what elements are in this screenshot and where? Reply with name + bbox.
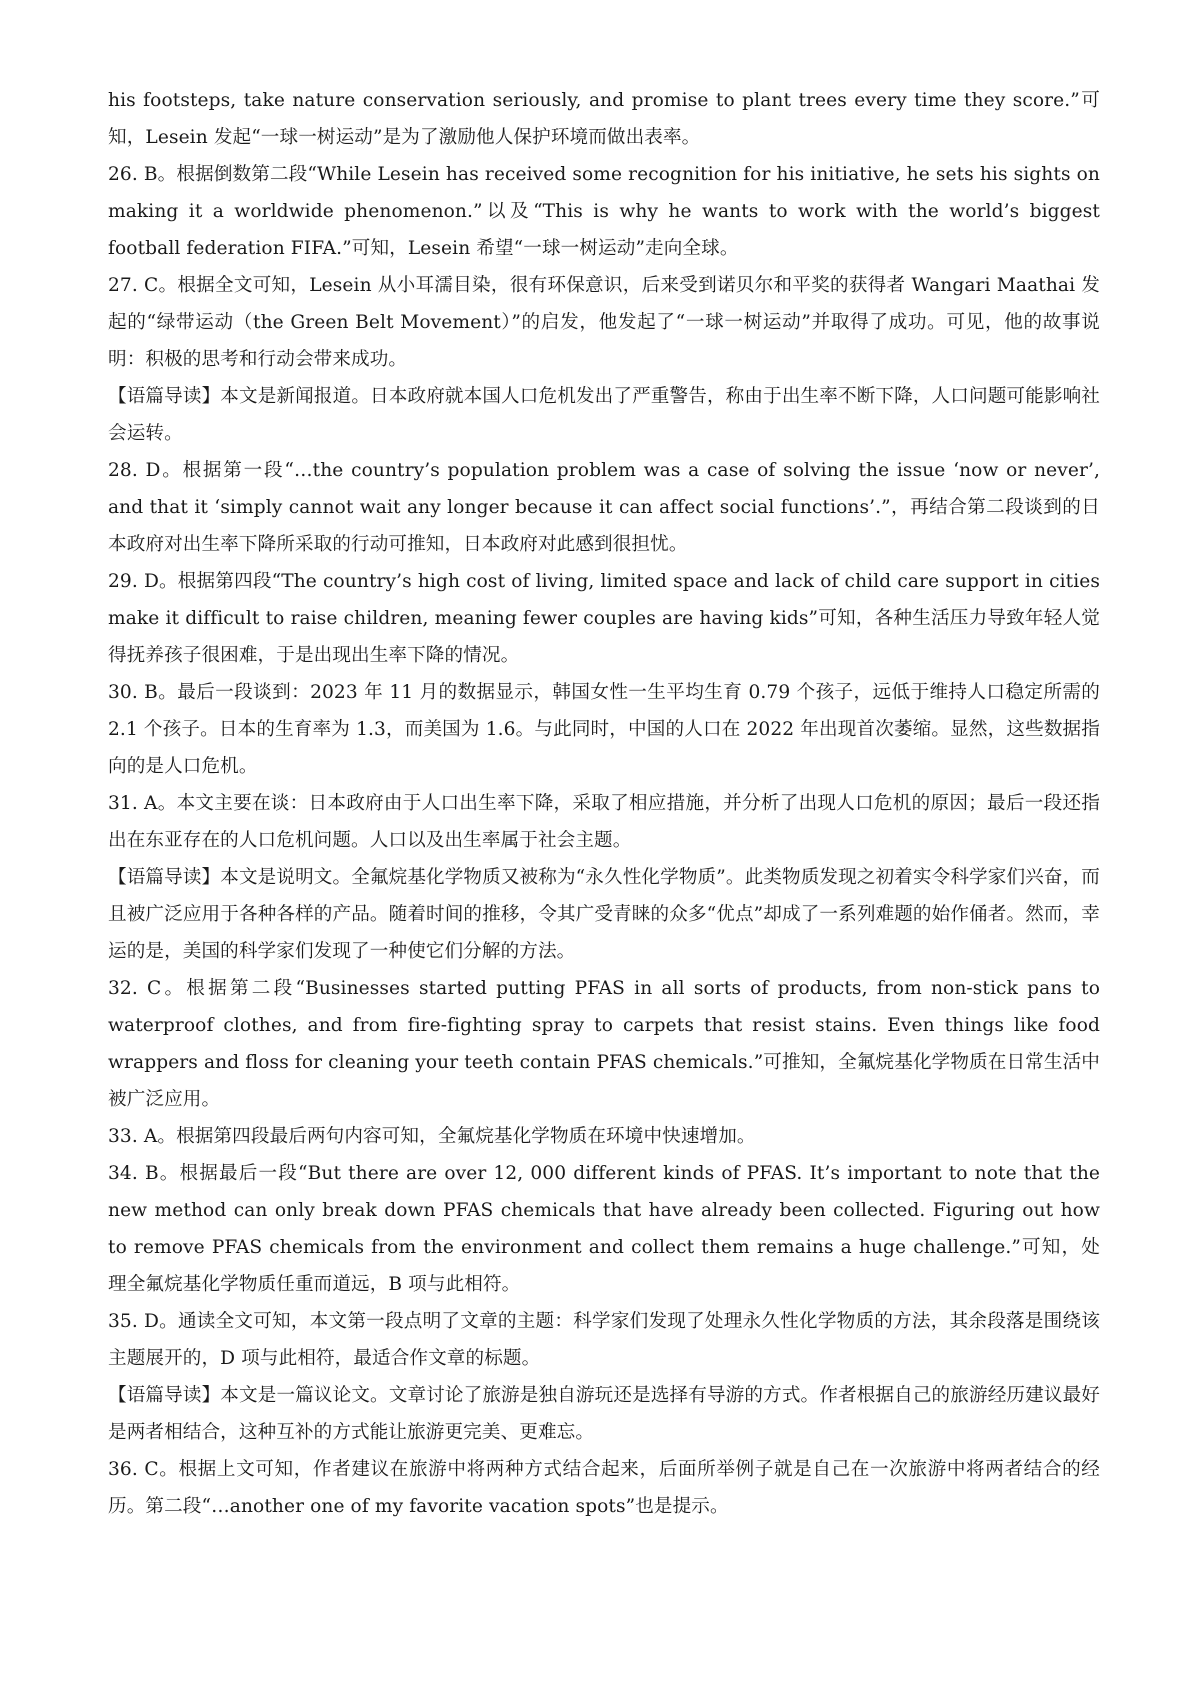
document-page [108, 82, 1100, 1525]
answer-30: 30. B。最后一段谈到：2023 年 11 月的数据显示，韩国女性一生平均生育 0.79 个孩子，远低于维持人口稳定所需的 2.1 个孩子。日本的生育率为 1.3，而美国为 1.6。与此同时，中国的人口在 2022 年出现首次萎缩。显然，这些数据指向的是人口危机。 [108, 682, 1100, 777]
answer-28: 28. D。根据第一段“…the country’s population problem was a case of solving the issue ‘now or never’, and that it ‘simply cannot wait any longer because it can affect social functions’.”，再结合第二段谈到的日本政府对出生率下降所采取的行动可推知，日本政府对此感到很担忧。 [108, 460, 1100, 555]
answer-33: 33. A。根据第四段最后两句内容可知，全氟烷基化学物质在环境中快速增加。 [108, 1126, 756, 1147]
answer-27: 27. C。根据全文可知，Lesein 从小耳濡目染，很有环保意识，后来受到诺贝尔和平奖的获得者 Wangari Maathai 发起的“绿带运动（the Green Belt Movement）”的启发，他发起了“一球一树运动”并取得了成功。可见，他的故事说明：积极的思考和行动会带来成功。 [108, 275, 1100, 370]
continuation-paragraph: his footsteps, take nature conservation seriously, and promise to plant trees every time they score.”可知，Lesein 发起“一球一树运动”是为了激励他人保护环境而做出表率。 [108, 90, 1100, 148]
answer-31: 31. A。本文主要在谈：日本政府由于人口出生率下降，采取了相应措施，并分析了出现人口危机的原因；最后一段还指出在东亚存在的人口危机问题。人口以及出生率属于社会主题。 [108, 793, 1100, 851]
answer-34: 34. B。根据最后一段“But there are over 12, 000 different kinds of PFAS. It’s important to note that the new method can only break down PFAS chemicals that have already been collected. Figuring out how to remove PFAS chemicals from the environment and collect them remains a huge challenge.”可知，处理全氟烷基化学物质任重而道远，B 项与此相符。 [108, 1163, 1100, 1295]
answer-36: 36. C。根据上文可知，作者建议在旅游中将两种方式结合起来，后面所举例子就是自己在一次旅游中将两者结合的经历。第二段“…another one of my favorite vacation spots”也是提示。 [108, 1459, 1100, 1517]
reading-guide-passage-pfas: 【语篇导读】本文是说明文。全氟烷基化学物质又被称为“永久性化学物质”。此类物质发现之初着实令科学家们兴奋，而且被广泛应用于各种各样的产品。随着时间的推移，令其广受青睐的众多“优点”却成了一系列难题的始作俑者。然而，幸运的是，美国的科学家们发现了一种使它们分解的方法。 [108, 867, 1100, 962]
answer-26: 26. B。根据倒数第二段“While Lesein has received some recognition for his initiative, he sets his sights on making it a worldwide phenomenon.”以及“This is why he wants to work with the world’s biggest football federation FIFA.”可知，Lesein 希望“一球一树运动”走向全球。 [108, 164, 1100, 259]
reading-guide-passage-travel: 【语篇导读】本文是一篇议论文。文章讨论了旅游是独自游玩还是选择有导游的方式。作者根据自己的旅游经历建议最好是两者相结合，这种互补的方式能让旅游更完美、更难忘。 [108, 1385, 1100, 1443]
answer-29: 29. D。根据第四段“The country’s high cost of living, limited space and lack of child care support in cities make it difficult to raise children, meaning fewer couples are having kids”可知，各种生活压力导致年轻人觉得抚养孩子很困难，于是出现出生率下降的情况。 [108, 571, 1100, 666]
answer-32: 32. C。根据第二段“Businesses started putting PFAS in all sorts of products, from non-stick pans to waterproof clothes, and from fire-fighting spray to carpets that resist stains. Even things like food wrappers and floss for cleaning your teeth contain PFAS chemicals.”可推知，全氟烷基化学物质在日常生活中被广泛应用。 [108, 978, 1100, 1110]
answer-35: 35. D。通读全文可知，本文第一段点明了文章的主题：科学家们发现了处理永久性化学物质的方法，其余段落是围绕该主题展开的，D 项与此相符，最适合作文章的标题。 [108, 1311, 1100, 1369]
reading-guide-passage-japan-population: 【语篇导读】本文是新闻报道。日本政府就本国人口危机发出了严重警告，称由于出生率不断下降，人口问题可能影响社会运转。 [108, 386, 1100, 444]
